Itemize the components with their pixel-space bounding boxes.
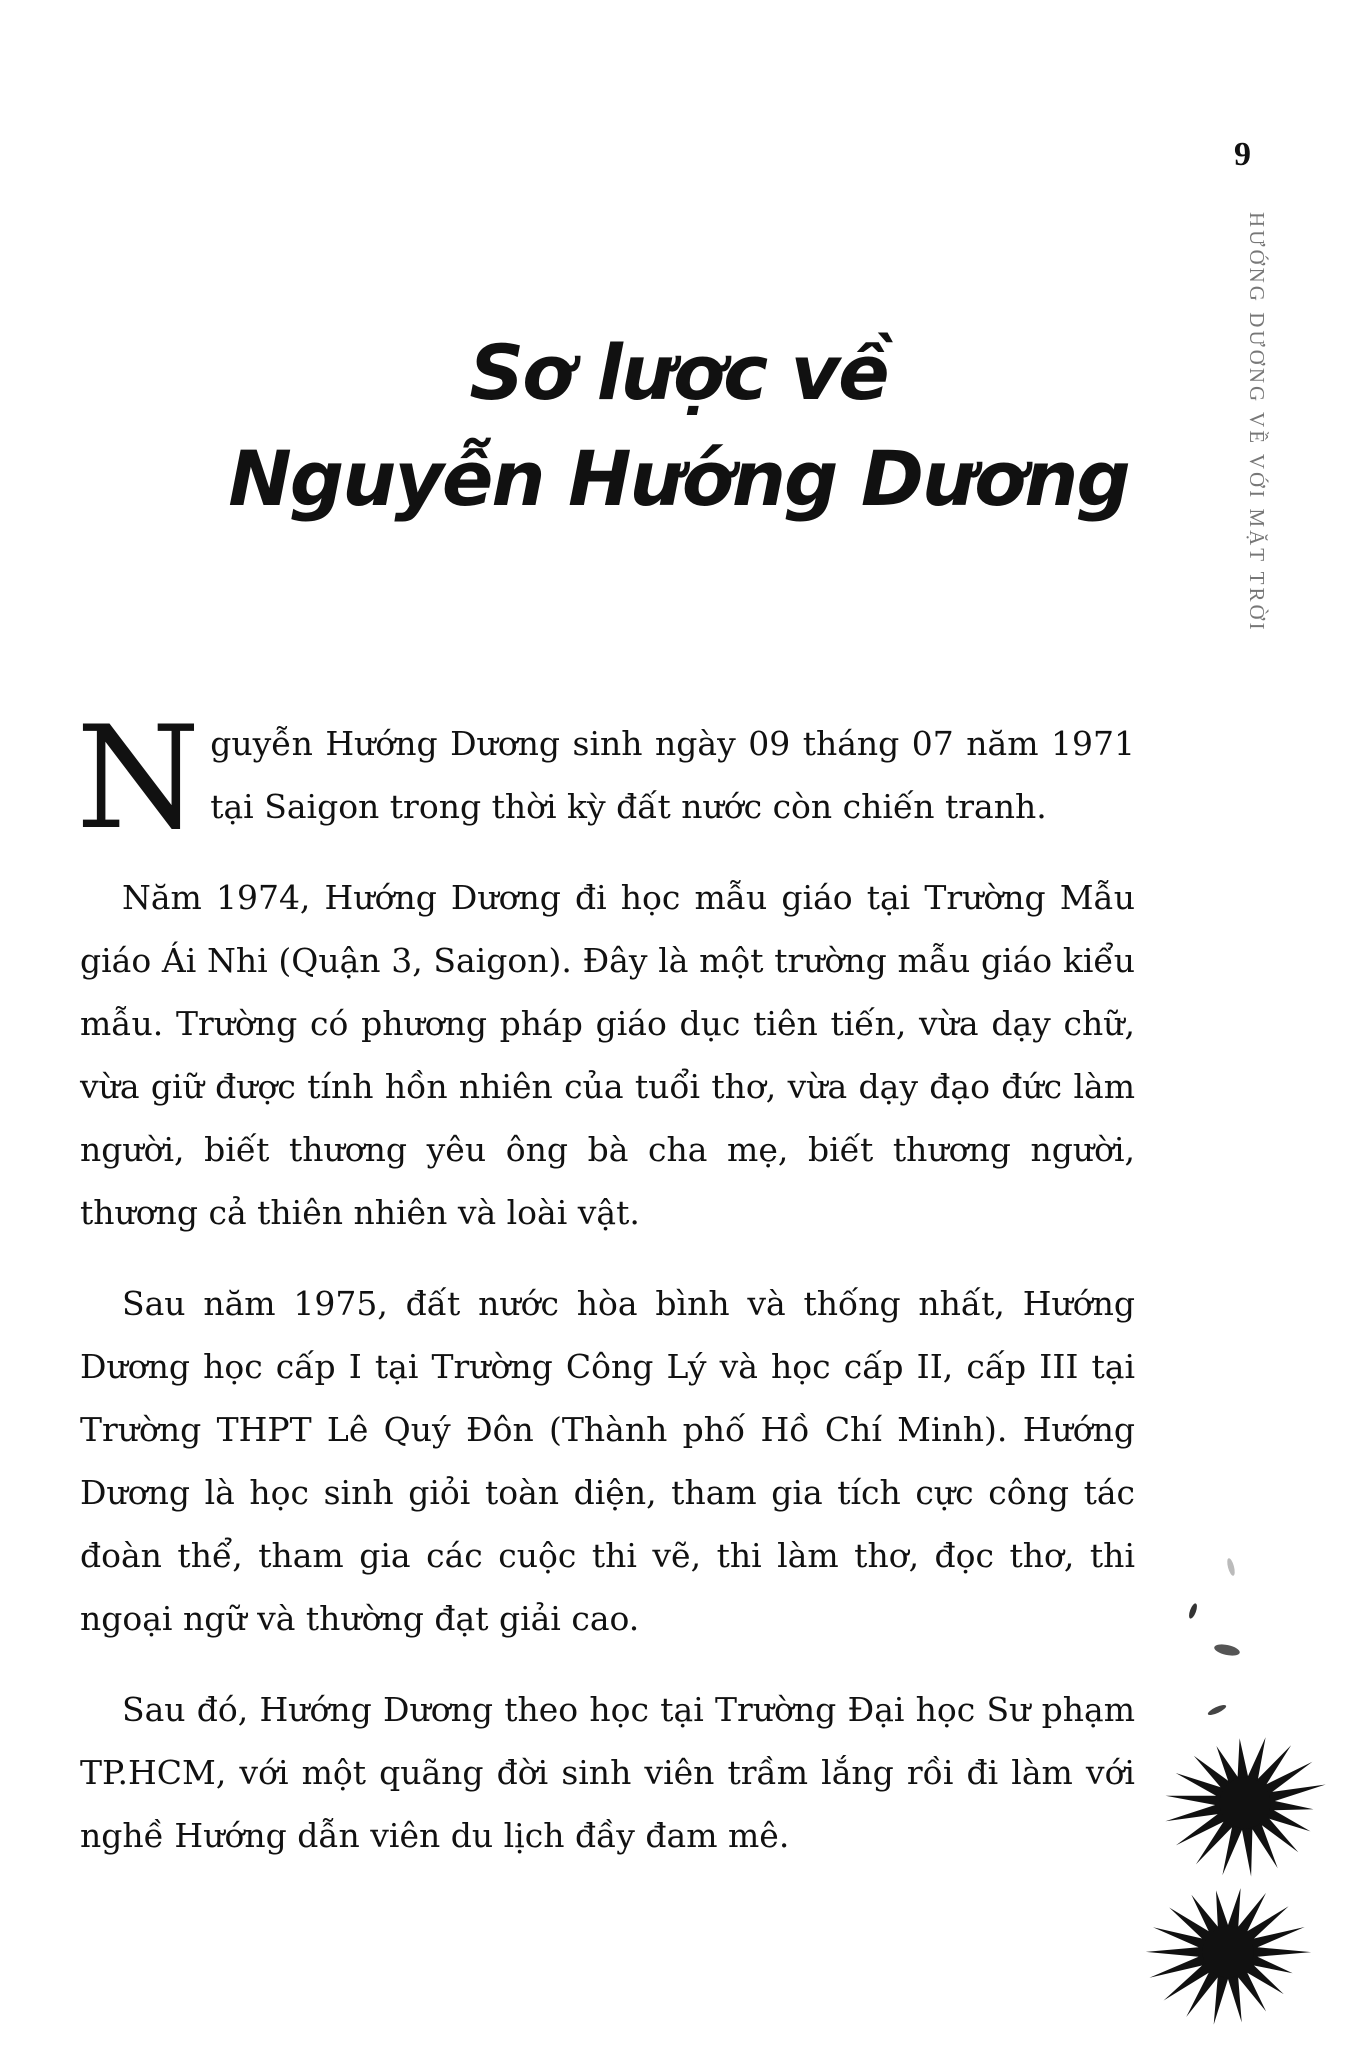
petal-icon bbox=[1186, 1600, 1200, 1622]
petal-icon bbox=[1210, 1640, 1244, 1660]
petal-icon bbox=[1204, 1702, 1230, 1718]
running-header: HƯỚNG DƯƠNG VỀ VỚI MẶT TRỜI bbox=[1245, 212, 1269, 633]
sunflower-icon bbox=[1138, 1866, 1318, 2038]
page-number: 9 bbox=[1234, 136, 1251, 173]
paragraph-4: Sau đó, Hướng Dương theo học tại Trường Đại học Sư phạm TP.HCM, với một quãng đời sinh viên trầm lắng rồi đi làm với nghề Hướng dẫn viên du lịch đầy đam mê. bbox=[80, 1690, 1135, 1855]
chapter-title bbox=[0, 320, 1357, 532]
paragraph-1-text: guyễn Hướng Dương sinh ngày 09 tháng 07 năm 1971 tại Saigon trong thời kỳ đất nước còn chiến tranh. bbox=[210, 724, 1135, 826]
petal-icon bbox=[1224, 1556, 1238, 1578]
drop-cap: N bbox=[76, 696, 201, 861]
paragraph-3: Sau năm 1975, đất nước hòa bình và thống nhất, Hướng Dương học cấp I tại Trường Công Lý và học cấp II, cấp III tại Trường THPT Lê Quý Đôn (Thành phố Hồ Chí Minh). Hướng Dương là học sinh giỏi toàn diện, tham gia tích cực công tác đoàn thể, tham gia các cuộc thi vẽ, thi làm thơ, đọc thơ, thi ngoại ngữ và thường đạt giải cao. bbox=[80, 1284, 1135, 1638]
paragraph-1 bbox=[76, 696, 1135, 861]
paragraph-2: Năm 1974, Hướng Dương đi học mẫu giáo tại Trường Mẫu giáo Ái Nhi (Quận 3, Saigon). Đây là một trường mẫu giáo kiểu mẫu. Trường có phương pháp giáo dục tiên tiến, vừa dạy chữ, vừa giữ được tính hồn nhiên của tuổi thơ, vừa dạy đạo đức làm người, biết thương yêu ông bà cha mẹ, biết thương người, thương cả thiên nhiên và loài vật. bbox=[80, 878, 1135, 1232]
body-text bbox=[76, 696, 1135, 1895]
chapter-title-line-2: Nguyễn Hướng Dương bbox=[228, 434, 1129, 523]
sunflower-icon bbox=[1155, 1718, 1335, 1888]
chapter-title-line-1: Sơ lược về bbox=[469, 328, 888, 417]
